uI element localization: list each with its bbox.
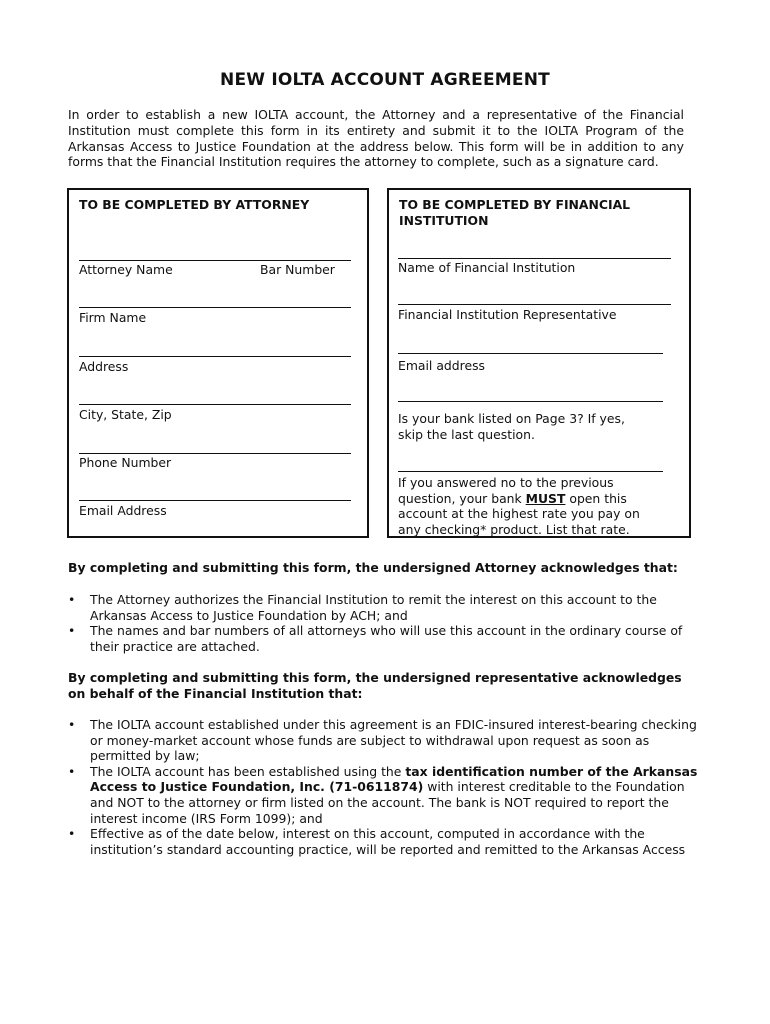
attorney-section bbox=[67, 188, 369, 538]
city-state-zip-field[interactable] bbox=[79, 404, 351, 405]
institution-email-field[interactable] bbox=[398, 353, 663, 354]
intro-paragraph: In order to establish a new IOLTA account, the Attorney and a representative of the Financial Institution must complete this form in its entirety and submit it to the IOLTA Program of the Arkansas Access to Justice Foundation at the address below. This form will be in addition to any forms that the Financial Institution requires the attorney to complete, such as a signature card. bbox=[68, 107, 684, 170]
bullet-icon: • bbox=[68, 717, 76, 732]
rate-instruction-suffix: open this account at the highest rate you pay on any checking* product. List that rate. bbox=[398, 490, 640, 537]
page-title: NEW IOLTA ACCOUNT AGREEMENT bbox=[220, 70, 550, 90]
attorney-email-label: Email Address bbox=[79, 503, 167, 518]
institution-ack-heading: By completing and submitting this form, the undersigned representative acknowledges on behalf of the Financial Institution that: bbox=[68, 670, 682, 701]
institution-name-label: Name of Financial Institution bbox=[398, 260, 576, 275]
bar-number-label: Bar Number bbox=[260, 262, 335, 277]
rate-instruction-prefix: If you answered no to the previous question, your bank bbox=[398, 475, 614, 506]
list-item bbox=[68, 623, 700, 654]
address-label: Address bbox=[79, 359, 129, 374]
address-field[interactable] bbox=[79, 356, 351, 357]
rate-instruction bbox=[398, 475, 660, 537]
rate-field[interactable] bbox=[398, 471, 663, 472]
institution-ack-item-2 bbox=[90, 764, 697, 826]
bullet-icon: • bbox=[68, 763, 76, 779]
bank-listed-field[interactable] bbox=[398, 401, 663, 402]
list-item bbox=[68, 717, 700, 764]
bullet-icon: • bbox=[68, 623, 76, 639]
attorney-section-heading: TO BE COMPLETED BY ATTORNEY bbox=[79, 197, 310, 212]
institution-ack-item-1: The IOLTA account established under this agreement is an FDIC-insured interest-bearing checking or money-market account whose funds are subject to withdrawal upon request as soon as permitted by law; bbox=[90, 717, 697, 764]
institution-email-label: Email address bbox=[398, 358, 485, 373]
attorney-ack-heading: By completing and submitting this form, the undersigned Attorney acknowledges that: bbox=[68, 560, 678, 575]
representative-label: Financial Institution Representative bbox=[398, 307, 617, 322]
phone-number-field[interactable] bbox=[79, 453, 351, 454]
institution-section-heading: TO BE COMPLETED BY FINANCIAL INSTITUTION bbox=[399, 197, 631, 228]
attorney-name-field[interactable] bbox=[79, 260, 351, 261]
bullet-icon: • bbox=[68, 826, 76, 842]
institution-section bbox=[387, 188, 691, 538]
institution-name-field[interactable] bbox=[398, 258, 671, 259]
rate-must-emphasis: MUST bbox=[525, 490, 566, 506]
firm-name-label: Firm Name bbox=[79, 310, 147, 325]
institution-ack-item-3: Effective as of the date below, interest on this account, computed in accordance with the institution’s standard accounting practice, will be reported and remitted to the Arkansas Access bbox=[90, 826, 686, 857]
list-item bbox=[68, 592, 700, 623]
institution-ack-list bbox=[68, 717, 700, 857]
tax-id-emphasis: tax identification number of the Arkansas Access to Justice Foundation, Inc. (71-0611874) bbox=[90, 763, 698, 795]
attorney-name-label: Attorney Name bbox=[79, 262, 173, 277]
representative-field[interactable] bbox=[398, 304, 671, 305]
firm-name-field[interactable] bbox=[79, 307, 351, 308]
list-item bbox=[68, 826, 700, 857]
list-item bbox=[68, 764, 700, 826]
bank-listed-question: Is your bank listed on Page 3? If yes, skip the last question. bbox=[398, 411, 625, 442]
phone-number-label: Phone Number bbox=[79, 455, 172, 470]
item-2-prefix: The IOLTA account has been established using the bbox=[90, 763, 406, 779]
attorney-email-field[interactable] bbox=[79, 500, 351, 501]
attorney-ack-list bbox=[68, 592, 700, 654]
attorney-ack-item-1: The Attorney authorizes the Financial Institution to remit the interest on this account to the Arkansas Access to Justice Foundation by ACH; and bbox=[90, 592, 657, 623]
bullet-icon: • bbox=[68, 592, 76, 607]
item-2-suffix: with interest creditable to the Foundation and NOT to the attorney or firm listed on the account. The bank is NOT required to report the interest income (IRS Form 1099); and bbox=[90, 779, 685, 826]
city-state-zip-label: City, State, Zip bbox=[79, 407, 172, 422]
attorney-ack-item-2: The names and bar numbers of all attorneys who will use this account in the ordinary course of their practice are attached. bbox=[90, 623, 683, 654]
